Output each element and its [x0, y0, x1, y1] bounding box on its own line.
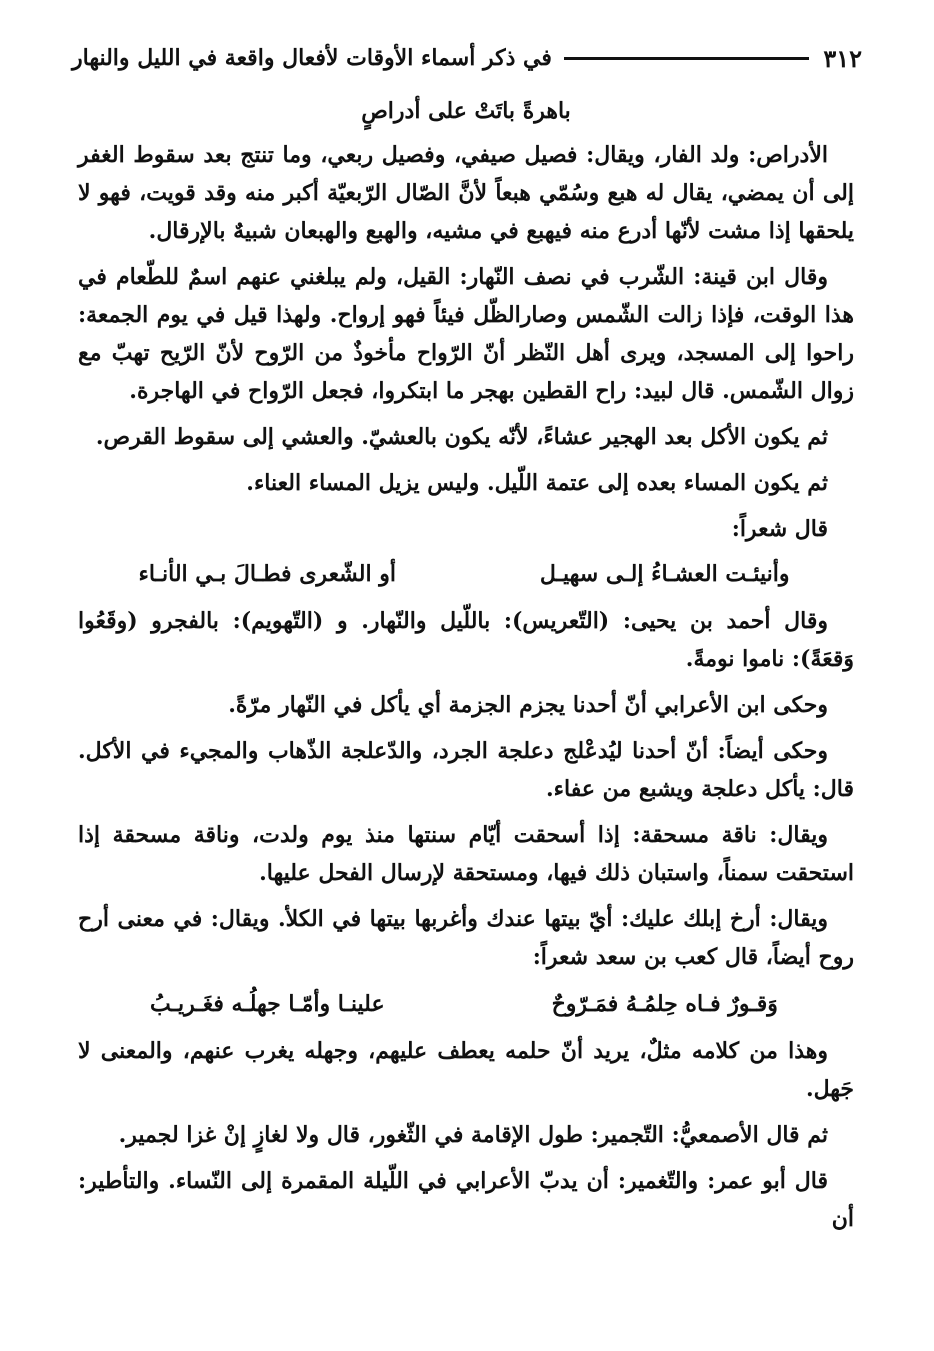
paragraph: ويقال: ناقة مسحقة: إذا أسحقت أيّام سنتها منذ يوم ولدت، وناقة مسحقة إذا استحقت سمناً، واستبان ذلك فيها، ومستحقة لإرسال الفحل عليها.	[78, 822, 854, 886]
verse-line	[78, 554, 854, 594]
page-number: ٣١٢	[823, 43, 862, 73]
verse-second-hemistich: أو الشّعرى فطـالَ بـي الأنـاء	[138, 561, 397, 587]
paragraph: ويقال: أرخ إبلك عليك: أيّ بيتها عندك وأغربها بيتها في الكلأ. ويقال: في معنى أرح روح أيضاً، قال كعب بن سعد شعراً:	[78, 906, 854, 970]
running-header	[72, 38, 862, 78]
paragraph: وحكى ابن الأعرابي أنّ أحدنا يجزم الجزمة أي يأكل في النّهار مرّةً.	[228, 692, 828, 718]
header-rule	[564, 57, 809, 60]
paragraph: وقال أحمد بن يحيى: (التّعريس): باللّيل والنّهار. و (التّهويم): بالفجرو (وقَعُوا وَقعَةً): ناموا نومةً.	[78, 608, 854, 672]
paragraph: قال أبو عمر: والتّغمير: أن يدبّ الأعرابي في اللّيلة المقمرة إلى النّساء. والتأطير: أن	[78, 1168, 854, 1232]
paragraph: ثم قال الأصمعيُّ: التّجمير: طول الإقامة في الثّغور، قال ولا لغازٍ إنْ غزا لجمير.	[118, 1122, 828, 1148]
poem-intro: قال شعراً:	[731, 516, 828, 542]
running-title: في ذكر أسماء الأوقات لأفعال واقعة في الليل والنهار	[72, 45, 552, 71]
paragraph: وقال ابن قينة: الشّرب في نصف النّهار: القيل، ولم يبلغني عنهم اسمٌ للطّعام في هذا الوقت، فإذا زالت الشّمس وصارالظّل فيئاً فهو إرواح. ولهذا قيل في يوم الجمعة: راحوا إلى المسجد، ويرى أهل النّظر أنّ الرّواح مأخوذٌ من الرّوح لأنّ الرّيح تهبّ مع زوال الشّمس. قال لبيد: راح القطين بهجر ما ابتكروا، فجعل الرّواح في الهاجرة.	[78, 264, 854, 404]
paragraph: وحكى أيضاً: أنّ أحدنا ليُدعْلج دعلجة الجرد، والدّعلجة الذّهاب والمجيء في الأكل. قال: يأكل دعلجة ويشبع من عفاء.	[78, 738, 854, 802]
verse-second-hemistich: علينـا وأمّـا جهلُـه فغَـريـبُ	[149, 991, 385, 1017]
paragraph: ثم يكون الأكل بعد الهجير عشاءً، لأنّه يكون بالعشيّ. والعشي إلى سقوط القرص.	[95, 424, 828, 450]
verse-first-hemistich: وأنيئـت العشـاءُ إلـى سهيـل	[539, 561, 790, 587]
verse-opening-line: باهرةً باتَتْ على أدراصٍ	[361, 98, 571, 124]
paragraph: الأدراص: ولد الفار، ويقال: فصيل صيفي، وفصيل ربعي، وما تنتج بعد سقوط الغفر إلى أن يمضي، يقال له هبع وسُمّي هبعاً لأنَّ الصّال الرّبعيّة أكبر منه وقد قويت، فهو لا يلحقها إذا مشت لأنّها أدرع منه فيهبع في مشيه، والهبع والهبعان شبيهٌ بالإرقال.	[78, 142, 854, 244]
paragraph: ثم يكون المساء بعده إلى عتمة اللّيل. وليس يزيل المساء العناء.	[246, 470, 828, 496]
verse-line	[78, 984, 854, 1024]
paragraph: وهذا من كلامه مثلٌ، يريد أنّ حلمه يعطف عليهم، وجهله يغرب عنهم، والمعنى لا جَهل.	[78, 1038, 854, 1102]
page-body	[78, 92, 854, 1246]
verse-first-hemistich: وَقـورٌ فـاه حِلمُـهُ فمَـرّوحٌ	[551, 991, 778, 1017]
